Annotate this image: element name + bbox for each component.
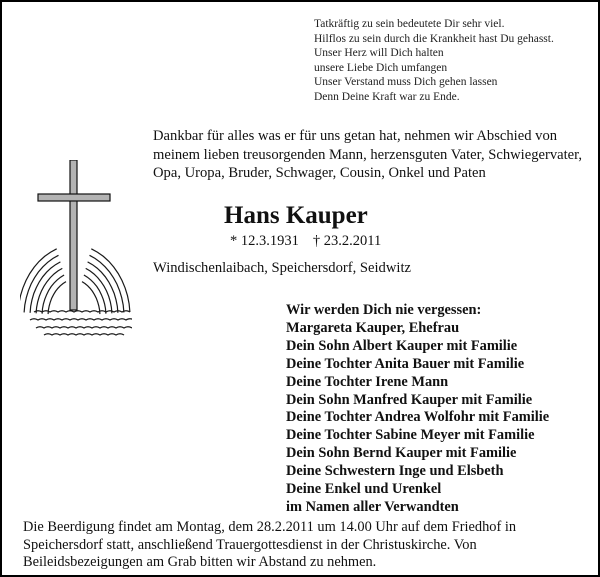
poem xyxy=(314,17,554,105)
wave-line xyxy=(30,319,132,320)
sun-ray-arc xyxy=(30,262,60,313)
wave-line xyxy=(36,327,132,328)
mourner-line: Margareta Kauper, Ehefrau xyxy=(286,319,460,336)
deceased-name: Hans Kauper xyxy=(224,202,368,229)
cross-with-sun-rays-and-waves-icon xyxy=(20,160,132,340)
poem-line: Hilflos zu sein durch die Krankheit hast Du gehasst. xyxy=(314,32,554,45)
death-date: † 23.2.2011 xyxy=(312,233,382,249)
waves xyxy=(30,311,132,335)
mourners-list xyxy=(286,302,549,517)
wave-line xyxy=(34,311,130,312)
poem-line: Unser Verstand muss Dich gehen lassen xyxy=(314,76,498,89)
mourner-line: Deine Tochter Irene Mann xyxy=(286,373,449,390)
poem-line: Unser Herz will Dich halten xyxy=(314,47,444,60)
mourner-line: Deine Schwestern Inge und Elsbeth xyxy=(286,463,504,480)
mourner-line: Dein Sohn Bernd Kauper mit Familie xyxy=(286,445,517,462)
wave-line xyxy=(44,334,124,335)
mourner-line: Deine Tochter Anita Bauer mit Familie xyxy=(286,355,525,372)
funeral-info: Die Beerdigung findet am Montag, dem 28.2.2011 um 14.00 Uhr auf dem Friedhof in Speichersdorf statt, anschließend Trauergottesdienst in der Christuskirche. Von Beileidsbezeigungen am Grab bitten wir Abstand zu nehmen. xyxy=(23,519,517,570)
places: Windischenlaibach, Speichersdorf, Seidwitz xyxy=(153,260,411,276)
sun-ray-arc xyxy=(88,262,118,313)
poem-line: Tatkräftig zu sein bedeutete Dir sehr viel. xyxy=(314,18,505,30)
intro-text: Dankbar für alles was er für uns getan hat, nehmen wir Abschied von meinem lieben treusorgenden Mann, herzensguten Vater, Schwiegervater, Opa, Uropa, Bruder, Schwager, Cousin, Onkel und Paten xyxy=(153,128,583,181)
poem-line: Denn Deine Kraft war zu Ende. xyxy=(314,90,460,103)
mourner-line: Dein Sohn Albert Kauper mit Familie xyxy=(286,337,518,354)
mourner-line: Deine Enkel und Urenkel xyxy=(286,481,442,498)
mourner-line: Deine Tochter Sabine Meyer mit Familie xyxy=(286,427,535,444)
birth-date: * 12.3.1931 xyxy=(230,233,299,249)
cross xyxy=(38,160,110,310)
mourner-line: Dein Sohn Manfred Kauper mit Familie xyxy=(286,391,533,408)
life-dates xyxy=(230,233,381,250)
mourner-line: Deine Tochter Andrea Wolfohr mit Familie xyxy=(286,409,550,426)
poem-line: unsere Liebe Dich umfangen xyxy=(314,61,448,74)
mourner-line: Wir werden Dich nie vergessen: xyxy=(286,302,482,318)
mourner-line: im Namen aller Verwandten xyxy=(286,498,459,515)
